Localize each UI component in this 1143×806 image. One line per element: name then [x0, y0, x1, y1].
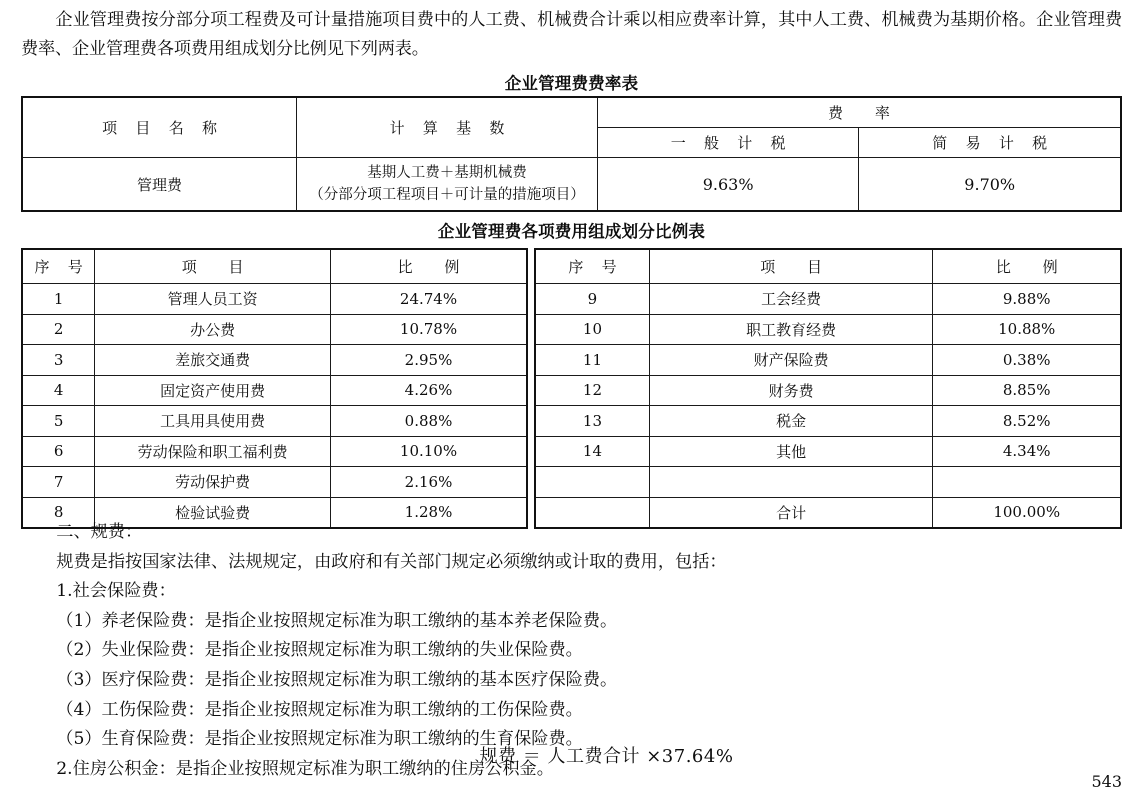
table-row-empty: [535, 467, 1121, 498]
split-right-header-item: 项 目: [649, 249, 933, 284]
cell-item: 差旅交通费: [95, 345, 331, 376]
cell-ratio: 4.34%: [933, 436, 1121, 467]
cell-no: 5: [22, 406, 95, 437]
split-left-header-row: [22, 249, 527, 284]
cell-ratio: 9.88%: [933, 284, 1121, 315]
cell-no: 11: [535, 345, 649, 376]
cell-ratio: 10.10%: [331, 436, 527, 467]
table-row: [535, 345, 1121, 376]
calc-base-line1: 基期人工费＋基期机械费: [367, 165, 527, 181]
cell-item: 办公费: [95, 314, 331, 345]
rate-header-item-name: 项 目 名 称: [22, 97, 297, 158]
cell-item: 财产保险费: [649, 345, 933, 376]
rate-table-header-row: [22, 97, 1121, 128]
rate-header-simple-tax: 简 易 计 税: [859, 128, 1121, 158]
table-row: [22, 467, 527, 498]
fees-subitem-5: （5）生育保险费：是指企业按照规定标准为职工缴纳的生育保险费。: [56, 729, 583, 750]
cell-ratio: 0.38%: [933, 345, 1121, 376]
cell-ratio: 0.88%: [331, 406, 527, 437]
cell-item: 工具用具使用费: [95, 406, 331, 437]
cell-ratio: 24.74%: [331, 284, 527, 315]
cell-ratio-total: 100.00%: [933, 497, 1121, 528]
table-row: [22, 345, 527, 376]
split-left-header-ratio: 比 例: [331, 249, 527, 284]
calc-base-line2: （分部分项工程项目＋可计量的措施项目）: [309, 187, 585, 203]
split-left-header-item: 项 目: [95, 249, 331, 284]
table-row: [22, 284, 527, 315]
cell-item-total: 合计: [649, 497, 933, 528]
cell-no: [535, 467, 649, 498]
split-right-header-ratio: 比 例: [933, 249, 1121, 284]
cell-item: 固定资产使用费: [95, 375, 331, 406]
cell-ratio: [933, 467, 1121, 498]
cell-ratio: 10.88%: [933, 314, 1121, 345]
split-left-body: [22, 249, 527, 528]
cell-no: 8: [22, 497, 95, 528]
split-right-header-row: [535, 249, 1121, 284]
cell-item: 劳动保护费: [95, 467, 331, 498]
fees-subitem-1: （1）养老保险费：是指企业按照规定标准为职工缴纳的基本养老保险费。: [56, 610, 618, 631]
split-table-right: [534, 248, 1122, 529]
rate-cell-general-tax: 9.63%: [597, 158, 859, 212]
cell-item: 职工教育经费: [649, 314, 933, 345]
fees-subitem-3: （3）医疗保险费：是指企业按照规定标准为职工缴纳的基本医疗保险费。: [56, 669, 618, 690]
cell-no: 1: [22, 284, 95, 315]
cell-item: 检验试验费: [95, 497, 331, 528]
fees-formula: [0, 742, 1143, 768]
fees-definition: 规费是指按国家法律、法规规定，由政府和有关部门规定必须缴纳或计取的费用，包括：: [56, 551, 727, 572]
cell-item: 财务费: [649, 375, 933, 406]
cell-no: 12: [535, 375, 649, 406]
cell-ratio: 4.26%: [331, 375, 527, 406]
cell-ratio: 10.78%: [331, 314, 527, 345]
rate-table-caption: 企业管理费费率表: [504, 74, 639, 93]
split-table-left: [21, 248, 528, 529]
split-right-body: [535, 249, 1121, 528]
rate-header-rate-group: 费 率: [597, 97, 1121, 128]
table-row: [22, 375, 527, 406]
fees-subitem-2: （2）失业保险费：是指企业按照规定标准为职工缴纳的失业保险费。: [56, 640, 583, 661]
cell-no: 14: [535, 436, 649, 467]
intro-paragraph: 企业管理费按分部分项工程费及可计量措施项目费中的人工费、机械费合计乘以相应费率计算，其中人工费、机械费为基期价格。企业管理费费率、企业管理费各项费用组成划分比例见下列两表。: [21, 10, 1122, 59]
cell-ratio: 2.95%: [331, 345, 527, 376]
table-row: [535, 284, 1121, 315]
cell-ratio: 8.85%: [933, 375, 1121, 406]
rate-table: [21, 96, 1122, 212]
cell-item: 管理人员工资: [95, 284, 331, 315]
cell-no: 6: [22, 436, 95, 467]
cell-item: 工会经费: [649, 284, 933, 315]
fees-item2: 2.住房公积金：是指企业按照规定标准为职工缴纳的住房公积金。: [56, 758, 554, 779]
split-left-header-no: 序 号: [22, 249, 95, 284]
fees-formula-text: 规费 ＝ 人工费合计 ×37.64%: [479, 746, 734, 767]
cell-ratio: 1.28%: [331, 497, 527, 528]
split-table-caption: 企业管理费各项费用组成划分比例表: [437, 222, 706, 241]
fees-subitem-4: （4）工伤保险费：是指企业按照规定标准为职工缴纳的工伤保险费。: [56, 699, 583, 720]
rate-cell-item-name: 管理费: [22, 158, 297, 212]
table-row: [22, 314, 527, 345]
rate-cell-simple-tax: 9.70%: [859, 158, 1121, 212]
fees-item1-heading: 1.社会保险费：: [56, 581, 176, 602]
cell-no: 9: [535, 284, 649, 315]
rate-header-calc-base: 计 算 基 数: [297, 97, 598, 158]
cell-no: 13: [535, 406, 649, 437]
cell-item: 税金: [649, 406, 933, 437]
rate-cell-calc-base: [297, 158, 598, 212]
page-number: 543: [1091, 772, 1122, 791]
cell-item: 劳动保险和职工福利费: [95, 436, 331, 467]
cell-item: 其他: [649, 436, 933, 467]
cell-no: 4: [22, 375, 95, 406]
cell-no: 2: [22, 314, 95, 345]
cell-no: 10: [535, 314, 649, 345]
table-row: [535, 375, 1121, 406]
cell-no: 3: [22, 345, 95, 376]
fees-heading: 二、规费：: [56, 522, 143, 542]
rate-header-general-tax: 一 般 计 税: [597, 128, 859, 158]
cell-no: 7: [22, 467, 95, 498]
table-row: [22, 406, 527, 437]
rate-table-row: [22, 158, 1121, 212]
cell-item: [649, 467, 933, 498]
table-row: [535, 406, 1121, 437]
table-row: [535, 314, 1121, 345]
table-row: [22, 436, 527, 467]
split-right-header-no: 序 号: [535, 249, 649, 284]
table-row: [535, 436, 1121, 467]
cell-ratio: 8.52%: [933, 406, 1121, 437]
cell-ratio: 2.16%: [331, 467, 527, 498]
